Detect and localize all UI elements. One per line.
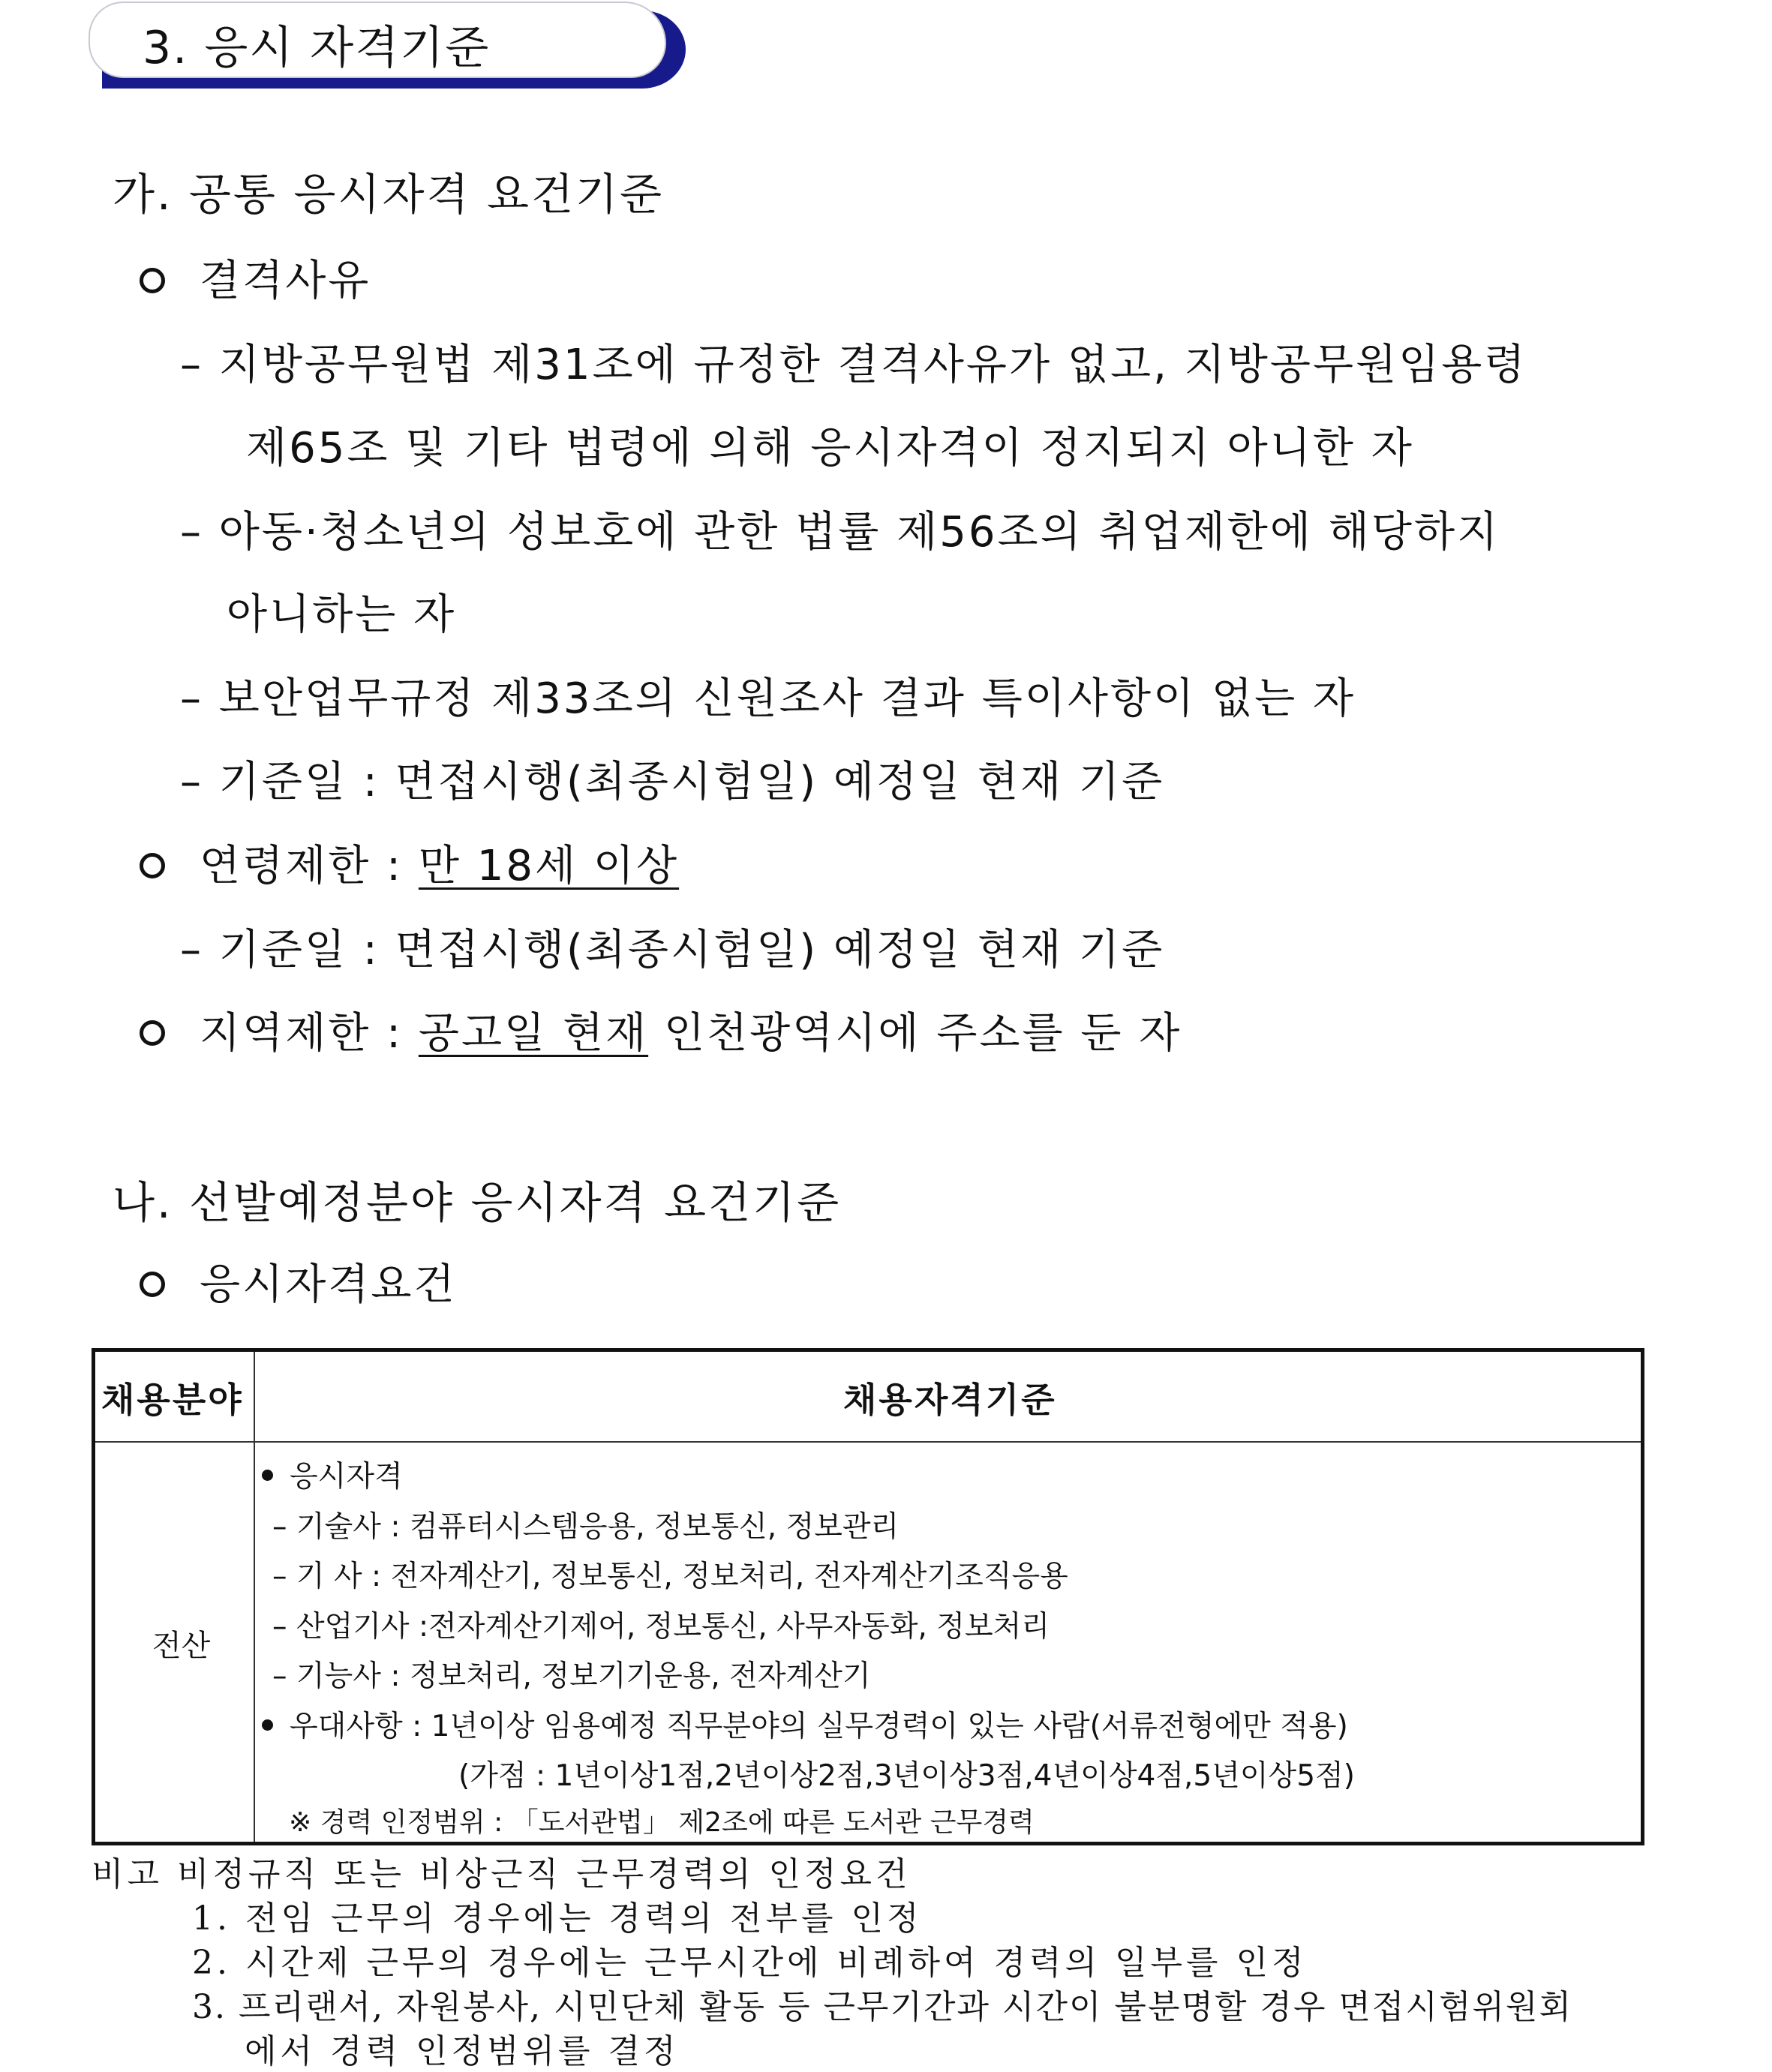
criteria-line: – 산업기사 :전자계산기제어, 정보통신, 사무자동화, 정보처리: [272, 1610, 1050, 1644]
region-limit-label: 지역제한 :: [200, 1009, 419, 1058]
disqualification-item: – 지방공무원법 제31조에 규정한 결격사유가 없고, 지방공무원임용령: [180, 341, 1527, 389]
remark-item: 1. 전임 근무의 경우에는 경력의 전부를 인정: [192, 1899, 923, 1938]
remark-item: 에서 경력 인정범위를 결정: [245, 2032, 680, 2070]
criteria-line: – 기 사 : 전자계산기, 정보통신, 정보처리, 전자계산기조직응용: [272, 1560, 1068, 1593]
bullet-dot-icon: [262, 1470, 273, 1481]
criteria-line: 우대사항 : 1년이상 임용예정 직무분야의 실무경력이 있는 사람(서류전형에만 적용): [262, 1703, 1348, 1745]
disqualification-item: – 아동·청소년의 성보호에 관한 법률 제56조의 취업제한에 해당하지: [180, 508, 1500, 557]
circle-bullet-icon: [140, 1272, 165, 1297]
disqualification-item: – 기준일 : 면접시행(최종시험일) 예정일 현재 기준: [180, 758, 1165, 806]
region-limit-bullet: [140, 1000, 1182, 1060]
career-scope-note: ※ 경력 인정범위 : 「도서관법」 제2조에 따른 도서관 근무경력: [289, 1807, 1035, 1838]
qualification-table: [92, 1348, 1644, 1845]
age-basis-item: – 기준일 : 면접시행(최종시험일) 예정일 현재 기준: [180, 926, 1165, 974]
criteria-line: – 기술사 : 컴퓨터시스템응용, 정보통신, 정보관리: [272, 1510, 900, 1544]
criteria-line: (가점 : 1년이상1점,2년이상2점,3년이상3점,4년이상4점,5년이상5점): [458, 1759, 1355, 1793]
field-heading: 나. 선발예정분야 응시자격 요건기준: [113, 1177, 842, 1228]
section-heading-tab: [89, 2, 687, 89]
section-title: 3. 응시 자격기준: [143, 22, 491, 74]
circle-bullet-icon: [140, 268, 165, 293]
disqualification-item: 제65조 및 기타 법령에 의해 응시자격이 정지되지 아니한 자: [246, 424, 1414, 473]
table-header-field: 채용분야: [101, 1380, 244, 1420]
disqualification-label: 결격사유: [200, 257, 371, 305]
remark-item: 3. 프리랜서, 자원봉사, 시민단체 활동 등 근무기간과 시간이 불분명할 경우 면접시험위원회: [192, 1988, 1572, 2026]
qualification-bullet: [140, 1251, 457, 1311]
table-column-divider: [254, 1352, 255, 1842]
table-header-criteria: 채용자격기준: [843, 1380, 1057, 1420]
circle-bullet-icon: [140, 853, 165, 878]
bullet-dot-icon: [262, 1719, 273, 1731]
region-limit-value: 공고일 현재: [418, 1009, 649, 1058]
qualification-label: 응시자격요건: [200, 1260, 457, 1309]
age-limit-value: 만 18세 이상: [418, 842, 680, 890]
table-cell-field: 전산: [152, 1629, 211, 1663]
remark-item: 2. 시간제 근무의 경우에는 근무시간에 비례하여 경력의 일부를 인정: [192, 1944, 1308, 1982]
criteria-line: 응시자격: [262, 1453, 403, 1495]
common-heading: 가. 공통 응시자격 요건기준: [113, 169, 665, 220]
age-limit-bullet: [140, 833, 679, 893]
region-limit-rest: 인천광역시에 주소를 둔 자: [648, 1009, 1182, 1058]
disqualification-item: – 보안업무규정 제33조의 신원조사 결과 특이사항이 없는 자: [180, 674, 1356, 723]
age-limit-label: 연령제한 :: [200, 842, 419, 890]
table-header-divider: [95, 1441, 1641, 1443]
disqualification-bullet: [140, 248, 371, 308]
disqualification-item: 아니하는 자: [227, 590, 457, 639]
circle-bullet-icon: [140, 1020, 165, 1046]
criteria-line: – 기능사 : 정보처리, 정보기기운용, 전자계산기: [272, 1659, 871, 1693]
remarks-title: 비고 비정규직 또는 비상근직 근무경력의 인정요건: [92, 1855, 912, 1893]
